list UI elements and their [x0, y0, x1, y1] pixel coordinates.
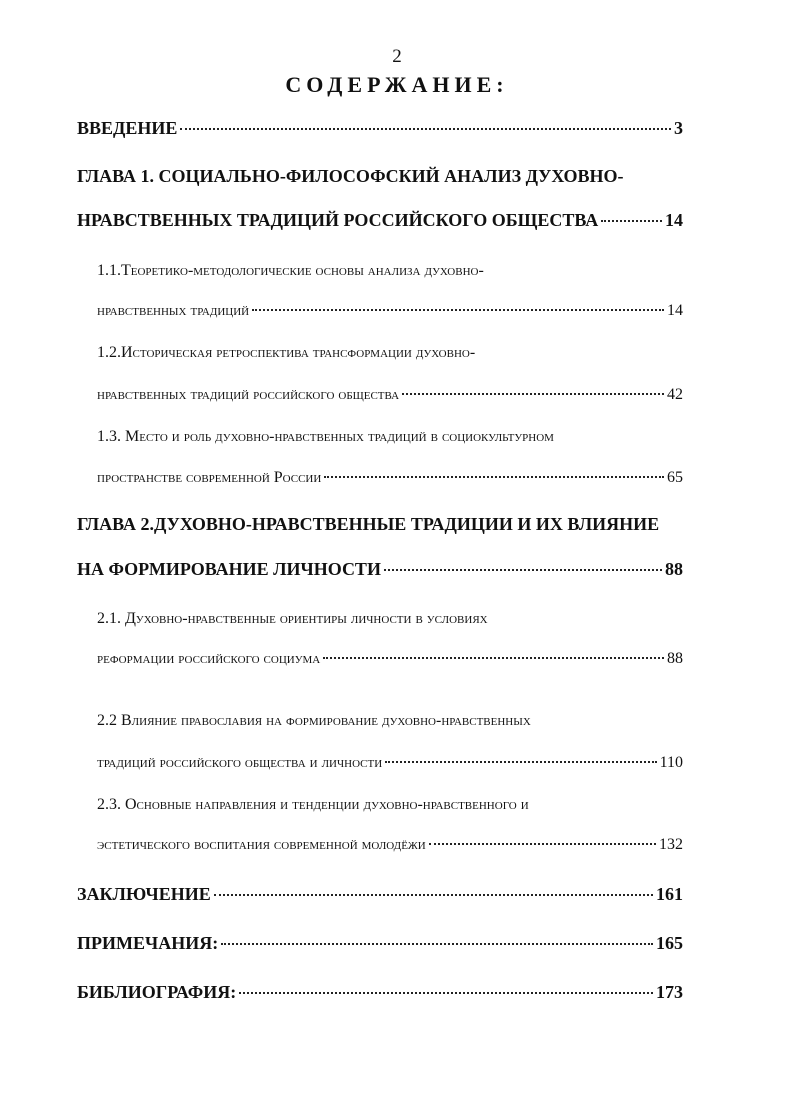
toc-entry-label: 1.2.Историческая ретроспектива трансформации духовно- [97, 344, 476, 361]
toc-entry-chapter-2[interactable] [77, 514, 683, 535]
toc-entry-label: ГЛАВА 2.ДУХОВНО-НРАВСТВЕННЫЕ ТРАДИЦИИ И ИХ ВЛИЯНИЕ [77, 514, 660, 534]
toc-entry-label: традиций российского общества и личности [97, 754, 383, 771]
dot-leader [221, 943, 653, 945]
dot-leader [402, 393, 664, 395]
toc-entry-bibliography[interactable] [77, 982, 683, 1003]
toc-entry-chapter-1-cont[interactable] [77, 210, 683, 231]
toc-entry-section-2-2[interactable] [97, 712, 683, 730]
page-number: 2 [392, 46, 402, 67]
toc-entry-section-1-3[interactable] [97, 428, 683, 446]
toc-entry-label: эстетического воспитания современной молодёжи [97, 836, 426, 853]
toc-page-number: 165 [656, 933, 683, 953]
toc-entry-label: НРАВСТВЕННЫХ ТРАДИЦИЙ РОССИЙСКОГО ОБЩЕСТВА [77, 210, 599, 230]
toc-entry-section-2-3[interactable] [97, 796, 683, 814]
dot-leader [180, 128, 671, 130]
page-title: СОДЕРЖАНИЕ: [285, 72, 509, 97]
toc-page-number: 14 [667, 302, 683, 319]
toc-page-number: 3 [674, 118, 683, 138]
toc-entry-section-1-2[interactable] [97, 344, 683, 362]
toc-entry-section-2-2-cont[interactable] [97, 754, 683, 772]
dot-leader [601, 220, 662, 222]
toc-entry-chapter-2-cont[interactable] [77, 559, 683, 580]
dot-leader [384, 569, 662, 571]
toc-entry-label: ГЛАВА 1. СОЦИАЛЬНО-ФИЛОСОФСКИЙ АНАЛИЗ ДУХОВНО- [77, 166, 624, 186]
toc-page-number: 173 [656, 982, 683, 1002]
dot-leader [252, 309, 664, 311]
dot-leader [214, 894, 653, 896]
toc-entry-label: нравственных традиций [97, 302, 250, 319]
toc-entry-label: ПРИМЕЧАНИЯ: [77, 933, 219, 953]
toc-entry-label: 1.3. Место и роль духовно-нравственных традиций в социокультурном [97, 428, 554, 445]
toc-page-number: 88 [667, 650, 683, 667]
toc-page-number: 132 [659, 836, 683, 853]
toc-page-number: 42 [667, 386, 683, 403]
toc-entry-section-2-3-cont[interactable] [97, 836, 683, 854]
toc-entry-label: 1.1.Теоретико-методологические основы анализа духовно- [97, 262, 484, 279]
dot-leader [324, 476, 664, 478]
toc-page-number: 88 [665, 559, 683, 579]
dot-leader [429, 843, 656, 845]
toc-entry-label: БИБЛИОГРАФИЯ: [77, 982, 237, 1002]
toc-entry-label: НА ФОРМИРОВАНИЕ ЛИЧНОСТИ [77, 559, 381, 579]
toc-entry-chapter-1[interactable] [77, 166, 683, 187]
dot-leader [323, 657, 664, 659]
toc-entry-section-1-3-cont[interactable] [97, 469, 683, 487]
toc-page-number: 161 [656, 884, 683, 904]
toc-entry-introduction[interactable] [77, 118, 683, 139]
toc-entry-label: ВВЕДЕНИЕ [77, 118, 178, 138]
toc-entry-label: пространстве современной России [97, 469, 322, 486]
toc-page-number: 65 [667, 469, 683, 486]
toc-entry-label: 2.3. Основные направления и тенденции духовно-нравственного и [97, 796, 529, 813]
toc-entry-section-1-1[interactable] [97, 262, 683, 280]
toc-entry-section-1-1-cont[interactable] [97, 302, 683, 320]
toc-entry-section-1-2-cont[interactable] [97, 386, 683, 404]
toc-entry-label: ЗАКЛЮЧЕНИЕ [77, 884, 211, 904]
toc-page-number: 110 [659, 754, 683, 771]
toc-entry-label: нравственных традиций российского общества [97, 386, 400, 403]
toc-entry-label: 2.1. Духовно-нравственные ориентиры личности в условиях [97, 610, 488, 627]
dot-leader [385, 761, 656, 763]
toc-entry-label: 2.2 Влияние православия на формирование духовно-нравственных [97, 712, 531, 729]
toc-entry-section-2-1[interactable] [97, 610, 683, 628]
toc-entry-notes[interactable] [77, 933, 683, 954]
toc-page-number: 14 [665, 210, 683, 230]
toc-entry-conclusion[interactable] [77, 884, 683, 905]
toc-entry-section-2-1-cont[interactable] [97, 650, 683, 668]
dot-leader [239, 992, 653, 994]
toc-entry-label: реформации российского социума [97, 650, 321, 667]
